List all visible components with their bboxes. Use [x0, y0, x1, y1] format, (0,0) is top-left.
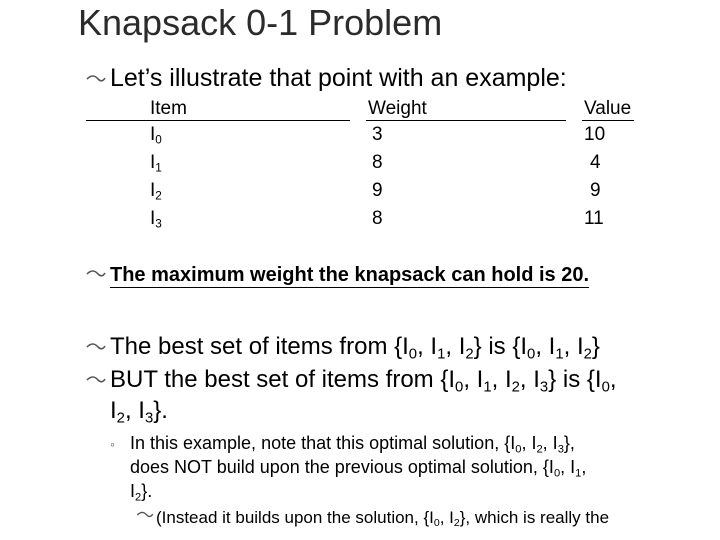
header-underline — [582, 120, 634, 121]
intro-text: Let’s illustrate that point with an example: — [110, 64, 567, 92]
bullet-icon — [86, 340, 106, 354]
value-cell: 9 — [590, 180, 601, 201]
value-cell: 11 — [584, 208, 604, 229]
note-line-2: does NOT build upon the previous optimal solution, {$I_0$, $I_1$, — [130, 457, 587, 480]
intro-bullet — [86, 64, 567, 93]
note-line-3: $I_2$}. — [130, 481, 153, 504]
bullet-icon — [86, 373, 106, 387]
max-weight-text: The maximum weight the knapsack can hold is 20. — [110, 264, 590, 286]
weight-cell: 9 — [372, 180, 383, 201]
table-header-weight: Weight — [368, 98, 427, 119]
value-cell: 4 — [590, 152, 601, 173]
circle-bullet-icon: ◦ — [110, 436, 115, 452]
page-title: Knapsack 0-1 Problem — [78, 2, 443, 43]
bullet-icon — [136, 509, 154, 523]
table-row: $I_1$ — [150, 152, 162, 175]
best-set-bullet: The best set of items from {$I_0$, $I_1$, $I_2$} is {$I_0$, $I_1$, $I_2$} — [86, 333, 600, 361]
but-set-bullet: BUT the best set of items from {$I_0$, $I_1$, $I_2$, $I_3$} is {$I_0$, — [86, 366, 617, 394]
instead-bullet: (Instead it builds upon the solution, {$I_0$, $I_2$}, which is really the — [136, 508, 609, 528]
table-header-item: Item — [150, 98, 187, 119]
max-weight-bullet — [86, 264, 589, 287]
header-underline — [86, 120, 350, 121]
header-underline — [366, 120, 566, 121]
table-row: $I_0$ — [150, 124, 162, 147]
bullet-icon — [86, 267, 106, 281]
bullet-icon — [86, 72, 106, 86]
value-cell: 10 — [584, 124, 606, 145]
table-row: $I_3$ — [150, 208, 162, 231]
but-set-continuation: $I_2$, $I_3$}. — [110, 397, 168, 427]
weight-cell: 3 — [372, 124, 383, 145]
note-bullet: ◦ In this example, note that this optimal solution, {$I_0$, $I_2$, $I_3$}, — [110, 433, 575, 456]
table-header-value: Value — [584, 98, 632, 119]
table-row: $I_2$ — [150, 180, 162, 203]
weight-cell: 8 — [372, 152, 383, 173]
weight-cell: 8 — [372, 208, 383, 229]
